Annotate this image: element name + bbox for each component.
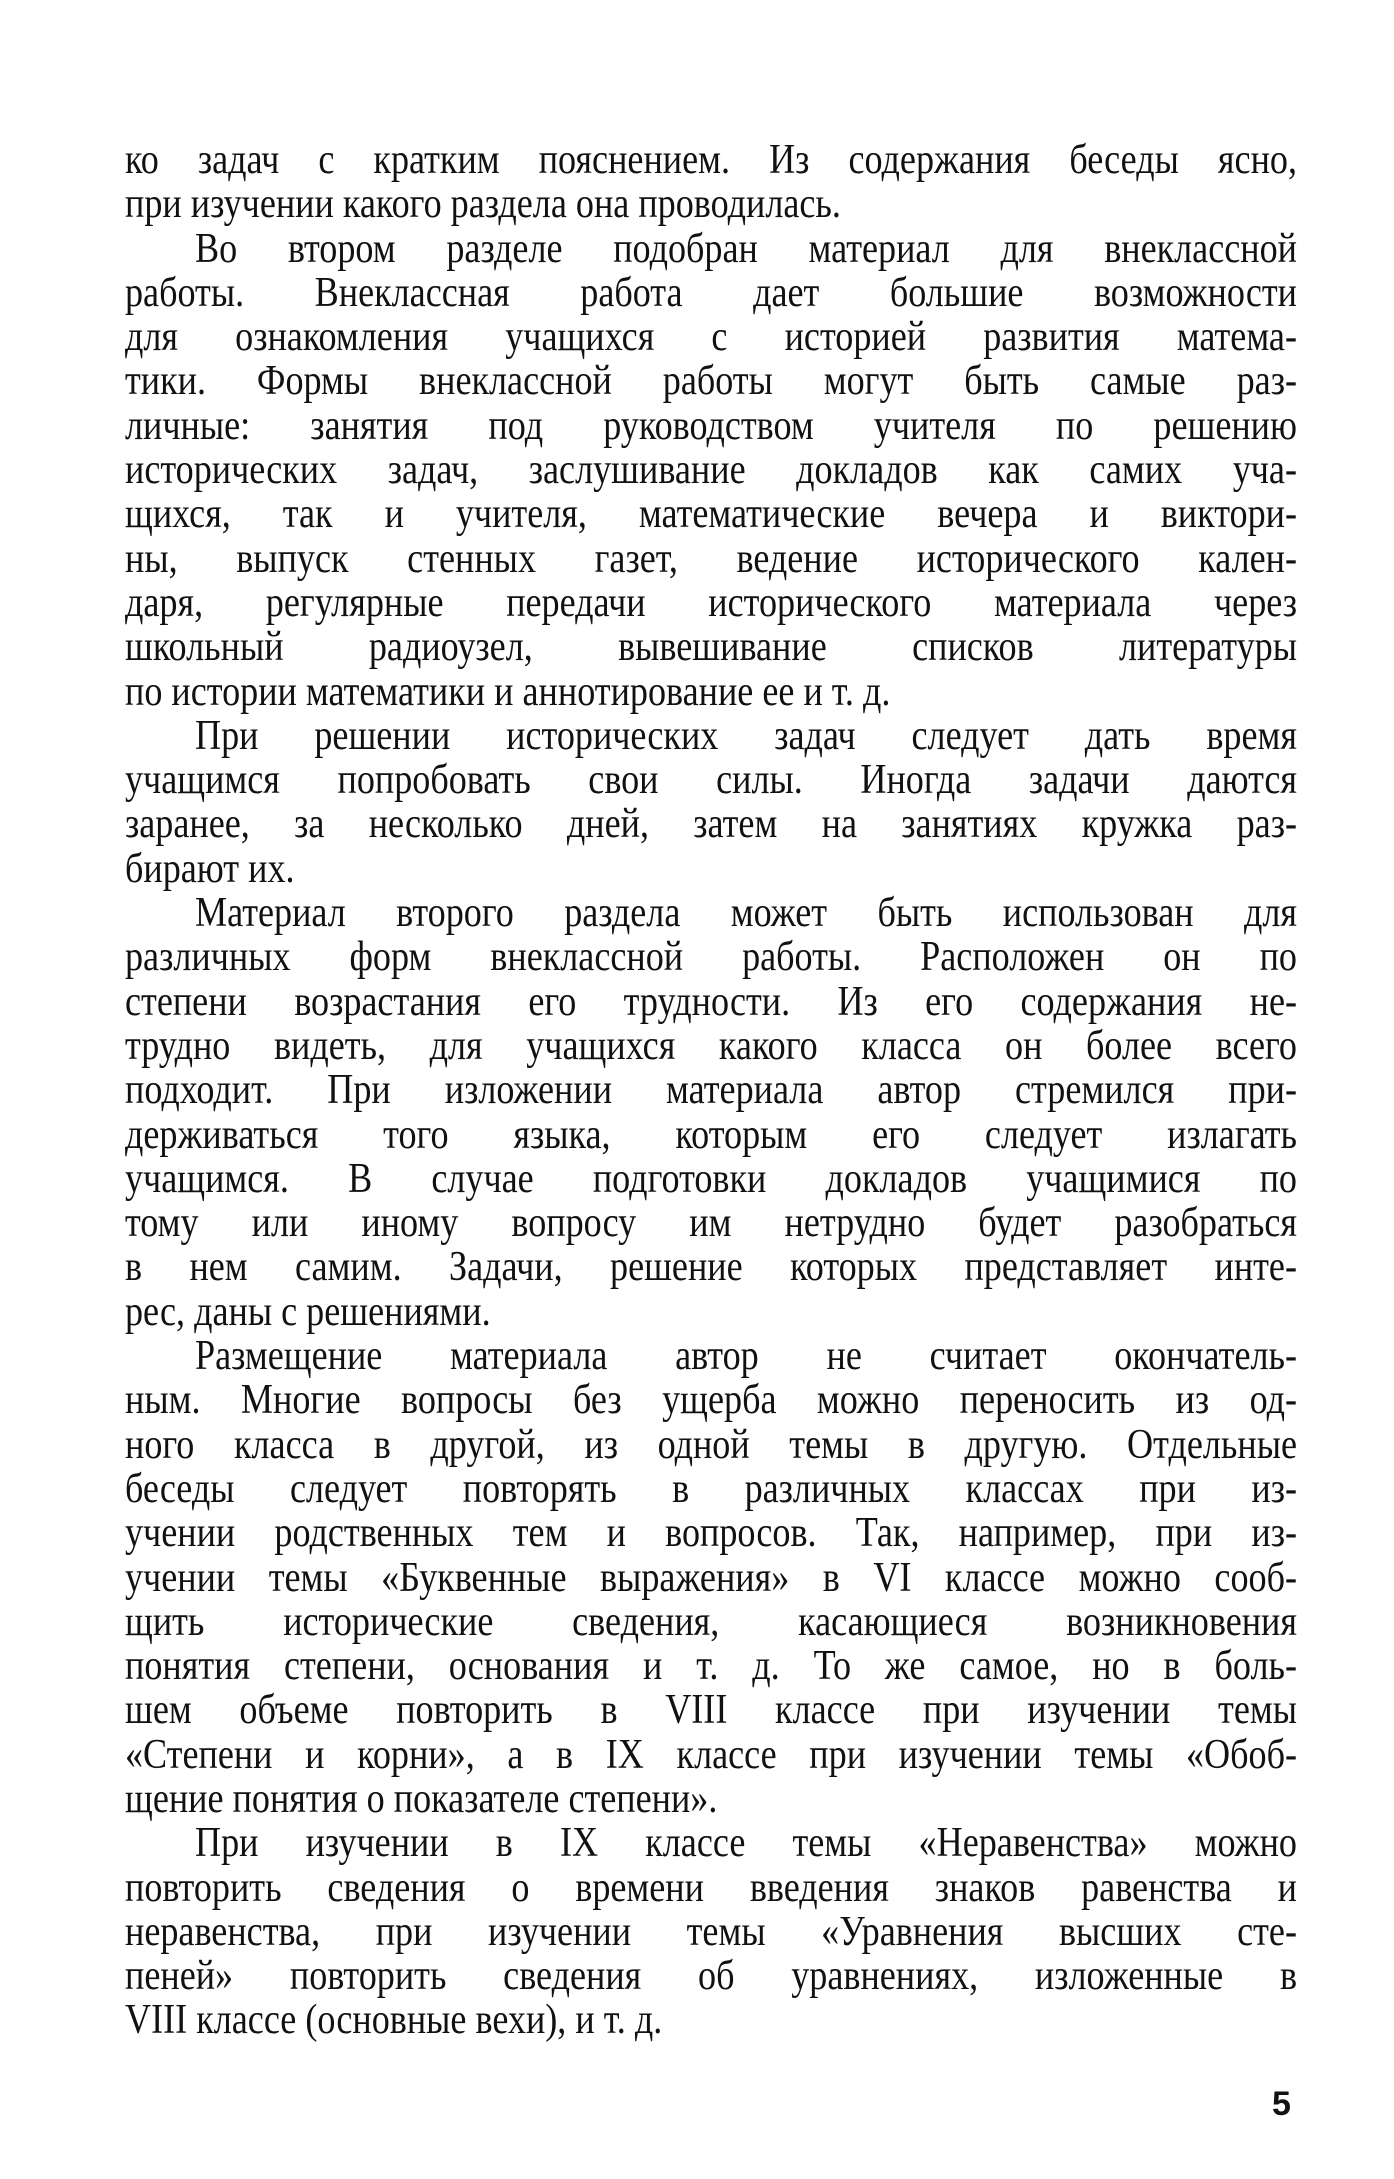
text-line bbox=[125, 581, 1297, 625]
text-line bbox=[125, 1998, 1297, 2042]
text-line bbox=[125, 138, 1297, 182]
text-line bbox=[125, 1378, 1297, 1422]
text-line bbox=[125, 1113, 1297, 1157]
text-line bbox=[125, 1334, 1297, 1378]
text-line bbox=[125, 448, 1297, 492]
text-line bbox=[125, 847, 1297, 891]
text-line bbox=[125, 1201, 1297, 1245]
text-line-content: тики. Формы внеклассной работы могут быть самые раз- bbox=[125, 358, 1297, 405]
text-line-content: повторить сведения о времени введения знаков равенства и bbox=[125, 1864, 1298, 1911]
text-line bbox=[125, 359, 1297, 403]
text-line-content: ного класса в другой, из одной темы в другую. Отдельные bbox=[125, 1421, 1297, 1468]
text-line-content: подходит. При изложении материала автор стремился при- bbox=[125, 1067, 1298, 1114]
text-line-content: тому или иному вопросу им нетрудно будет разобраться bbox=[125, 1200, 1298, 1247]
text-line-content: ны, выпуск стенных газет, ведение исторического кален- bbox=[125, 535, 1297, 582]
text-line-content: по истории математики и аннотирование ее и т. д. bbox=[125, 668, 891, 715]
text-line bbox=[125, 670, 1297, 714]
text-line bbox=[125, 1068, 1297, 1112]
text-line-content: заранее, за несколько дней, затем на занятиях кружка раз- bbox=[125, 801, 1298, 848]
text-line bbox=[125, 1511, 1297, 1555]
text-line-content: Размещение материала автор не считает окончатель- bbox=[195, 1333, 1298, 1380]
text-line-content: беседы следует повторять в различных классах при из- bbox=[125, 1465, 1297, 1512]
text-line-content: учащимся. В случае подготовки докладов учащимися по bbox=[125, 1155, 1297, 1202]
text-line-content: ным. Многие вопросы без ущерба можно переносить из од- bbox=[125, 1377, 1298, 1424]
text-line-content: неравенства, при изучении темы «Уравнения высших сте- bbox=[125, 1908, 1298, 1955]
text-line-content: исторических задач, заслушивание докладов как самих уча- bbox=[125, 447, 1298, 494]
text-line-content: щить исторические сведения, касающиеся возникновения bbox=[125, 1598, 1298, 1645]
text-line bbox=[125, 1821, 1297, 1865]
text-line bbox=[125, 1467, 1297, 1511]
text-line-content: При изучении в IX классе темы «Неравенства» можно bbox=[195, 1820, 1297, 1867]
paragraph bbox=[125, 138, 1297, 227]
text-line-content: пеней» повторить сведения об уравнениях, изложенные в bbox=[125, 1953, 1298, 2000]
text-line bbox=[125, 492, 1297, 536]
text-line bbox=[125, 404, 1297, 448]
text-line bbox=[125, 714, 1297, 758]
text-line-content: бирают их. bbox=[125, 845, 295, 892]
text-line bbox=[125, 1157, 1297, 1201]
text-line-content: держиваться того языка, которым его следует излагать bbox=[125, 1111, 1297, 1158]
paragraph bbox=[125, 1821, 1297, 2042]
text-line bbox=[125, 1954, 1297, 1998]
text-line-content: При решении исторических задач следует дать время bbox=[195, 712, 1298, 759]
text-line-content: ко задач с кратким пояснением. Из содержания беседы ясно, bbox=[125, 137, 1298, 183]
text-line bbox=[125, 625, 1297, 669]
text-line-content: различных форм внеклассной работы. Расположен он по bbox=[125, 934, 1297, 981]
text-line bbox=[125, 1910, 1297, 1954]
text-line bbox=[125, 1290, 1297, 1334]
text-line-content: степени возрастания его трудности. Из его содержания не- bbox=[125, 978, 1298, 1025]
text-line bbox=[125, 271, 1297, 315]
text-line-content: «Степени и корни», а в IX классе при изучении темы «Обоб- bbox=[125, 1731, 1297, 1778]
text-line-content: работы. Внеклассная работа дает большие возможности bbox=[125, 269, 1297, 316]
text-line-content: в нем самим. Задачи, решение которых представляет инте- bbox=[125, 1244, 1297, 1291]
text-line bbox=[125, 758, 1297, 802]
text-line bbox=[125, 315, 1297, 359]
text-line-content: для ознакомления учащихся с историей развития матема- bbox=[125, 314, 1298, 361]
text-line bbox=[125, 227, 1297, 271]
text-line bbox=[125, 980, 1297, 1024]
text-line-content: при изучении какого раздела она проводилась. bbox=[125, 181, 841, 228]
text-line-content: личные: занятия под руководством учителя по решению bbox=[125, 402, 1298, 449]
text-line bbox=[125, 1423, 1297, 1467]
text-line bbox=[125, 537, 1297, 581]
text-line-content: даря, регулярные передачи исторического материала через bbox=[125, 579, 1298, 626]
text-line bbox=[125, 1556, 1297, 1600]
text-line-content: Материал второго раздела может быть использован для bbox=[195, 890, 1298, 937]
text-line-content: шем объеме повторить в VIII классе при изучении темы bbox=[125, 1687, 1298, 1734]
text-line bbox=[125, 182, 1297, 226]
text-line bbox=[125, 1644, 1297, 1688]
page-body-text bbox=[125, 138, 1297, 2043]
text-line bbox=[125, 935, 1297, 979]
text-line-content: трудно видеть, для учащихся какого класса он более всего bbox=[125, 1022, 1297, 1069]
text-line-content: щение понятия о показателе степени». bbox=[125, 1775, 718, 1822]
paragraph bbox=[125, 891, 1297, 1334]
paragraph bbox=[125, 714, 1297, 891]
text-line bbox=[125, 891, 1297, 935]
text-line bbox=[125, 1245, 1297, 1289]
text-line bbox=[125, 1600, 1297, 1644]
paragraph bbox=[125, 1334, 1297, 1821]
text-line bbox=[125, 1688, 1297, 1732]
text-line bbox=[125, 1777, 1297, 1821]
text-line-content: учении родственных тем и вопросов. Так, например, при из- bbox=[125, 1510, 1297, 1557]
text-line bbox=[125, 1024, 1297, 1068]
text-line-content: щихся, так и учителя, математические вечера и виктори- bbox=[125, 491, 1298, 538]
text-line-content: Во втором разделе подобран материал для внеклассной bbox=[195, 225, 1297, 272]
text-line-content: VIII классе (основные вехи), и т. д. bbox=[125, 1997, 663, 2044]
text-line-content: школьный радиоузел, вывешивание списков литературы bbox=[125, 624, 1297, 671]
text-line-content: учении темы «Буквенные выражения» в VI классе можно сооб- bbox=[125, 1554, 1297, 1601]
text-line-content: понятия степени, основания и т. д. То же самое, но в боль- bbox=[125, 1643, 1297, 1690]
page-number: 5 bbox=[1272, 2085, 1291, 2123]
text-line bbox=[125, 1733, 1297, 1777]
text-line-content: рес, даны с решениями. bbox=[125, 1288, 491, 1335]
text-line-content: учащимся попробовать свои силы. Иногда задачи даются bbox=[125, 757, 1297, 804]
text-line bbox=[125, 1866, 1297, 1910]
paragraph bbox=[125, 227, 1297, 714]
text-line bbox=[125, 802, 1297, 846]
